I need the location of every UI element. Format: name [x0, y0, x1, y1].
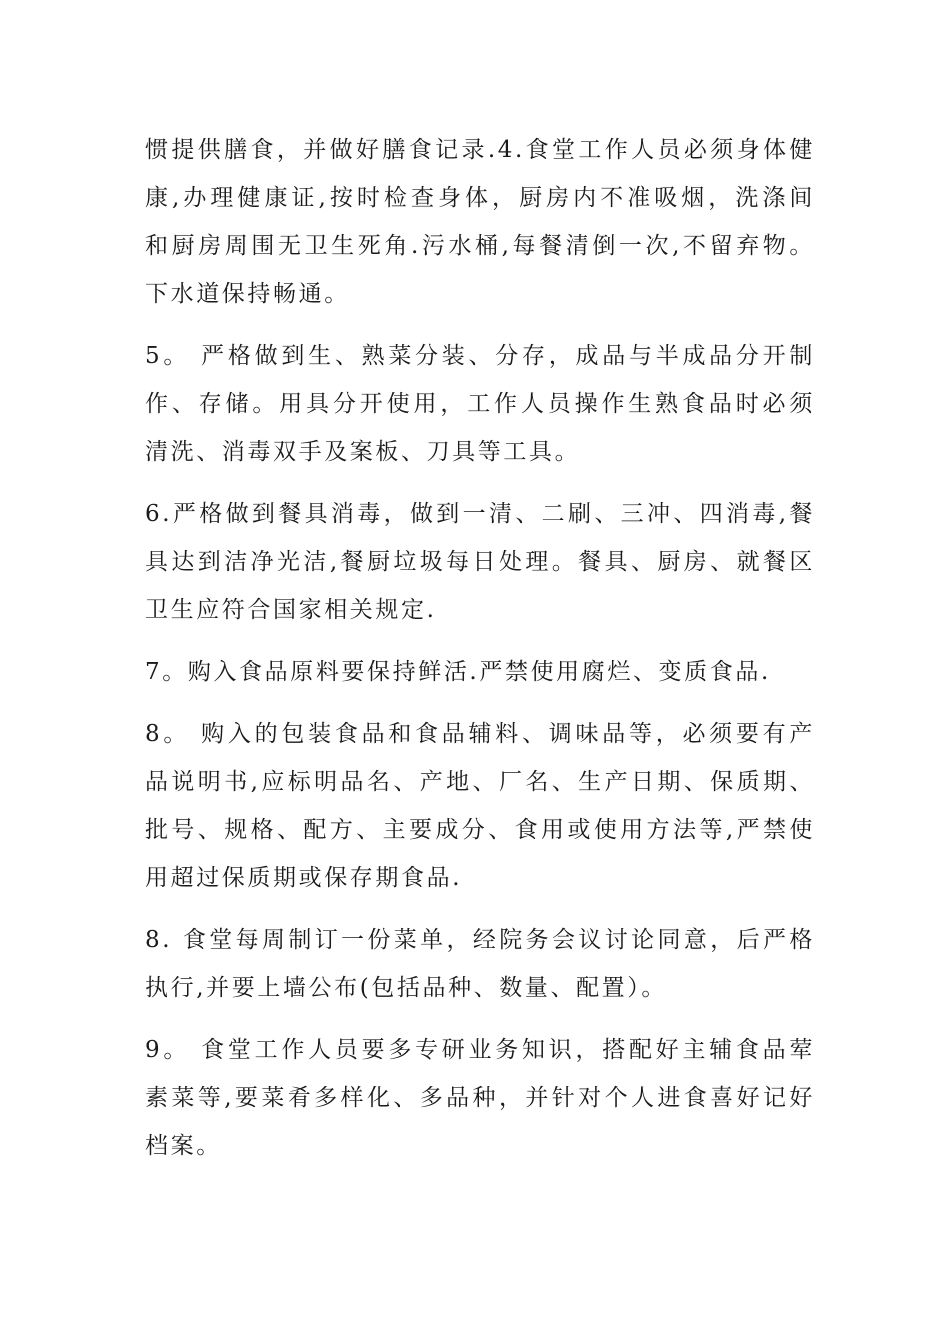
text-line: 5。 严格做到生、熟菜分装、分存，成品与半成品分开制 [145, 343, 815, 369]
text-line: 和厨房周围无卫生死角.污水桶,每餐清倒一次,不留弃物。 [145, 233, 815, 259]
paragraph-6 [145, 490, 815, 634]
text-line: 8. 食堂每周制订一份菜单，经院务会议讨论同意，后严格 [145, 927, 815, 953]
paragraph-7 [145, 648, 815, 696]
text-line: 6.严格做到餐具消毒，做到一清、二刷、三冲、四消毒,餐 [145, 501, 815, 527]
text-line: 9。 食堂工作人员要多专研业务知识，搭配好主辅食品荤 [145, 1037, 815, 1063]
text-line: 8。 购入的包装食品和食品辅料、调味品等，必须要有产 [145, 721, 815, 747]
document-body [145, 126, 815, 1184]
text-line: 康,办理健康证,按时检查身体，厨房内不准吸烟，洗涤间 [145, 185, 815, 211]
text-line: 素菜等,要菜肴多样化、多品种，并针对个人进食喜好记好 [145, 1085, 815, 1111]
text-line: 清洗、消毒双手及案板、刀具等工具。 [145, 439, 581, 465]
text-line: 执行,并要上墙公布(包括品种、数量、配置）。 [145, 975, 667, 1001]
text-line: 7。购入食品原料要保持鲜活.严禁使用腐烂、变质食品. [145, 659, 771, 685]
text-line: 作、存储。用具分开使用，工作人员操作生熟食品时必须 [145, 391, 815, 417]
paragraph-9 [145, 1026, 815, 1170]
paragraph-4-continued [145, 126, 815, 318]
paragraph-8a [145, 710, 815, 902]
text-line: 卫生应符合国家相关规定. [145, 597, 437, 623]
text-line: 下水道保持畅通。 [145, 281, 350, 307]
text-line: 档案。 [145, 1133, 222, 1159]
text-line: 批号、规格、配方、主要成分、食用或使用方法等,严禁使 [145, 817, 815, 843]
paragraph-8b [145, 916, 815, 1012]
text-line: 惯提供膳食，并做好膳食记录.4.食堂工作人员必须身体健 [145, 137, 815, 163]
text-line: 用超过保质期或保存期食品. [145, 865, 463, 891]
text-line: 具达到洁净光洁,餐厨垃圾每日处理。餐具、厨房、就餐区 [145, 549, 815, 575]
text-line: 品说明书,应标明品名、产地、厂名、生产日期、保质期、 [145, 769, 815, 795]
paragraph-5 [145, 332, 815, 476]
